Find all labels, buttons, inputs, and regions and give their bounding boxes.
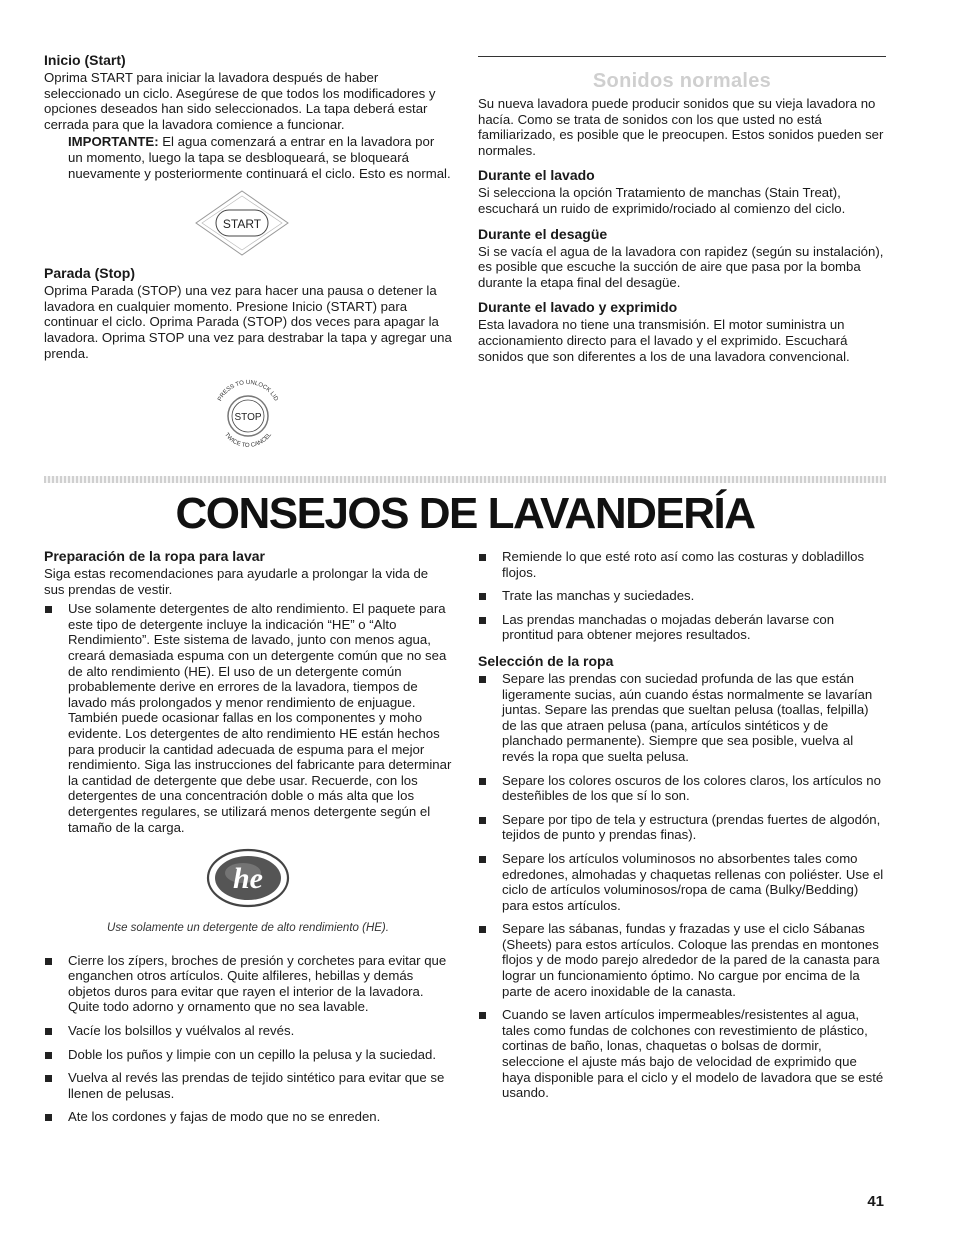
page-number: 41 [867, 1193, 884, 1210]
prep-bullets-rest [44, 953, 452, 1125]
list-item: Separe los colores oscuros de los colores claros, los artículos no desteñibles de los que sí lo son. [478, 773, 886, 804]
parada-heading: Parada (Stop) [44, 265, 136, 282]
seleccion-bullets [478, 671, 886, 1101]
stop-arc-bottom: TWICE TO CANCEL [222, 432, 274, 450]
important-label: IMPORTANTE: [68, 134, 159, 150]
list-item: Las prendas manchadas o mojadas deberán lavarse con prontitud para obtener mejores resultados. [478, 612, 886, 643]
list-item: Ate los cordones y fajas de modo que no se enreden. [44, 1109, 452, 1125]
he-logo [203, 845, 293, 911]
desague-text: Si se vacía el agua de la lavadora con rapidez (según su instalación), es posible que escuche la succión de aire que pasa por la bomba durante la etapa final del desagüe. [478, 243, 884, 290]
parada-body: Oprima Parada (STOP) una vez para hacer una pausa o detener la lavadora en cualquier momento. Presione Inicio (START) para continuar el ciclo. Oprima Parada (STOP) dos veces para apagar la lavadora. Oprima STOP una vez para destrabar la tapa y agregar una prenda. [44, 283, 452, 361]
sonidos-title: Sonidos normales [592, 70, 772, 92]
bullet-text: Use solamente detergentes de alto rendimiento. El paquete para este tipo de detergente incluye la indicación “HE” o “Alto Rendimiento”. Este sistema de lavado, junto con menos agua, creará demasiada espuma con un detergente común que no sea de alto rendimiento (HE). El uso de un detergente común probablemente derive en errores de la lavadora, tiempos de lavado más prolongados y menor rendimiento de enjuague. También puede ocasionar fallas en los componentes y moho evidente. Los detergentes de alto rendimiento HE están hechos para producir la cantidad adecuada de espuma para el mejor rendimiento. Siga las instrucciones del fabricante para determinar la cantidad de detergente que debe usar. Recuerde, con los detergentes de una concentración doble o más alta que los detergentes regulares, se utilizará menos detergente según el tamaño de la carga. [68, 601, 452, 835]
sonidos-intro: Su nueva lavadora puede producir sonidos que su vieja lavadora no hacía. Como se trata de sonidos con los que usted no está familiarizado, es posible que le preocupen. Estos sonidos pueden ser normales. [478, 96, 884, 158]
section-band [44, 476, 886, 483]
list-item: Cierre los zípers, broches de presión y corchetes para evitar que enganchen otros artículos. Quite alfileres, hebillas y demás objetos duros para evitar que rayen el interior de la lavadora. Quite todo adorno y ornamento que no sea lavable. [44, 953, 452, 1015]
inicio-heading: Inicio (Start) [44, 52, 126, 68]
exprimido-text: Esta lavadora no tiene una transmisión. El motor suministra un accionamiento directo para el lavado y el exprimido. Escuchará sonidos que son diferentes a los de una lavadora convencional. [478, 317, 850, 364]
prep-intro: Siga estas recomendaciones para ayudarle a prolongar la vida de sus prendas de vestir. [44, 566, 429, 597]
list-item: Vuelva al revés las prendas de tejido sintético para evitar que se llenen de pelusas. [44, 1070, 452, 1101]
prep-heading: Preparación de la ropa para lavar [44, 548, 265, 564]
prep-bullet-first [44, 601, 452, 835]
stop-button-label: STOP [234, 412, 262, 424]
list-item: Separe por tipo de tela y estructura (prendas fuertes de algodón, tejidos de punto y prendas finas). [478, 812, 886, 843]
he-caption: Use solamente un detergente de alto rendimiento (HE). [107, 922, 389, 935]
list-item: Remiende lo que esté roto así como las costuras y dobladillos flojos. [478, 549, 886, 580]
desague-heading: Durante el desagüe [478, 225, 608, 242]
lavado-text: Si selecciona la opción Tratamiento de manchas (Stain Treat), escuchará un ruido de exprimido/rociado al comienzo del ciclo. [478, 185, 846, 216]
inicio-body: Oprima START para iniciar la lavadora después de haber seleccionado un ciclo. Asegúrese de que todos los modificadores y opciones deseados han sido seleccionados. La tapa deberá estar cerrada para que la lavadora comience a funcionar. [44, 70, 436, 132]
start-button-illustration [192, 189, 292, 257]
lavado-heading: Durante el lavado [478, 167, 595, 184]
consejos-title: CONSEJOS DE LAVANDERÍA [175, 489, 755, 538]
stop-button-illustration [206, 369, 290, 459]
left-top-column [44, 52, 452, 459]
list-item: Separe las sábanas, fundas y frazadas y use el ciclo Sábanas (Sheets) para estos artículos. Coloque las prendas en montones flojos y de modo parejo alrededor de la pared de la canasta para lograr un funcionamiento óptimo. No cargue por encima de la parte de acero inoxidable de la canasta. [478, 921, 886, 999]
list-item [44, 601, 452, 835]
list-item: Vacíe los bolsillos y vuélvalos al revés. [44, 1023, 452, 1039]
important-text: El agua comenzará a entrar en la lavadora por un momento, luego la tapa se desbloqueará, se bloqueará nuevamente y posteriormente continuará el ciclo. Esto es normal. [68, 134, 451, 181]
list-item: Trate las manchas y suciedades. [478, 588, 886, 604]
prep-bullets-continued [478, 549, 886, 643]
list-item: Doble los puños y limpie con un cepillo la pelusa y la suciedad. [44, 1047, 452, 1063]
start-button-label: START [222, 217, 262, 232]
list-item: Cuando se laven artículos impermeables/resistentes al agua, tales como fundas de colchones con revestimiento de plástico, cortinas de baño, lonas, chaquetas o bolsas de dormir, seleccione el ajuste más bajo de velocidad de exprimido que haya disponible para el ciclo y el modelo de lavadora que se esté usando. [478, 1007, 886, 1101]
inicio-important [68, 134, 452, 181]
top-rule [478, 56, 886, 57]
exprimido-heading: Durante el lavado y exprimido [478, 299, 678, 316]
list-item: Separe las prendas con suciedad profunda de las que están ligeramente sucias, aún cuando éstas normalmente se lavarían juntas. Separe las prendas que sueltan pelusa (toallas, felpilla) de las que atraen pelusa (pana, artículos sintéticos y de planchado permanente). Siempre que sea posible, vuelva al revés la ropa que suelta pelusa. [478, 671, 886, 765]
right-top-column [478, 96, 886, 364]
he-logo-text: he [233, 862, 263, 896]
left-bottom-column [44, 548, 452, 1133]
right-bottom-column [478, 549, 886, 1109]
stop-arc-top: PRESS TO UNLOCK LID [217, 380, 279, 403]
seleccion-heading: Selección de la ropa [478, 652, 614, 669]
list-item: Separe los artículos voluminosos no absorbentes tales como edredones, almohadas y chaquetas rellenas con poliéster. Use el ciclo de artículos voluminosos/ropa de cama (Bulky/Bedding) para estos artículos. [478, 851, 886, 913]
